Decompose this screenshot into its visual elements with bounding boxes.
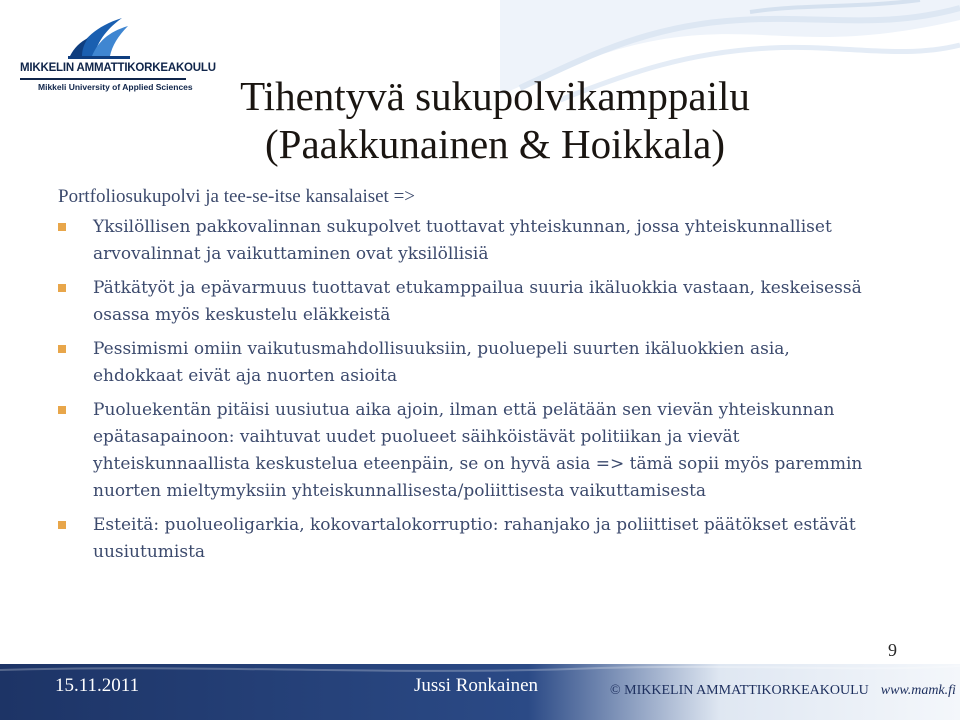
footer-organization — [610, 683, 956, 699]
intro-text: Portfoliosukupolvi ja tee-se-itse kansalaiset => — [58, 186, 416, 207]
logo-name: MIKKELIN AMMATTIKORKEAKOULU — [20, 62, 216, 74]
square-bullet-icon — [58, 406, 66, 414]
bullet-list — [58, 214, 878, 566]
page-number: 9 — [888, 640, 897, 660]
slide-title-line1: Tihentyvä sukupolvikamppailu — [240, 73, 750, 119]
footer-author: Jussi Ronkainen — [414, 675, 539, 696]
footer — [0, 664, 960, 720]
logo-wave-icon — [68, 14, 130, 60]
bullet-text: Pessimismi omiin vaikutusmahdollisuuksiin, puoluepeli suurten ikäluokkien asia, ehdokkaat eivät aja nuorten asioita — [93, 339, 790, 386]
square-bullet-icon — [58, 345, 66, 353]
bullet-text: Puoluekentän pitäisi uusiutua aika ajoin, ilman että pelätään sen vievän yhteiskunnan epätasapainoon: vaihtuvat uudet puolueet säihköistävät politiikan ja vievät yhteiskunnaallista keskustelua eteenpäin, se on hyvä asia => tämä sopii myös paremmin nuorten mieltymyksiin yhteiskunnallisesta/poliittisesta vaikuttamisesta — [93, 400, 863, 501]
bullet-item — [58, 275, 878, 329]
logo-subtitle: Mikkeli University of Applied Sciences — [38, 82, 193, 92]
slide-content — [58, 184, 878, 573]
bullet-item — [58, 397, 878, 505]
slide-title — [150, 72, 840, 168]
bullet-item — [58, 512, 878, 566]
bullet-item — [58, 214, 878, 268]
square-bullet-icon — [58, 284, 66, 292]
footer-org-name: © MIKKELIN AMMATTIKORKEAKOULU — [610, 683, 869, 698]
square-bullet-icon — [58, 521, 66, 529]
bullet-text: Esteitä: puolueoligarkia, kokovartalokorruptio: rahanjako ja poliittiset päätökset estävät uusiutumista — [93, 515, 856, 562]
footer-date: 15.11.2011 — [55, 675, 140, 696]
square-bullet-icon — [58, 223, 66, 231]
slide-title-line2: (Paakkunainen & Hoikkala) — [265, 121, 725, 167]
bullet-text: Pätkätyöt ja epävarmuus tuottavat etukamppailua suuria ikäluokkia vastaan, keskeisessä osassa myös keskustelu eläkkeistä — [93, 278, 862, 325]
bullet-item — [58, 336, 878, 390]
bullet-text: Yksilöllisen pakkovalinnan sukupolvet tuottavat yhteiskunnan, jossa yhteiskunnalliset arvovalinnat ja vaikuttaminen ovat yksilöllisiä — [93, 217, 832, 264]
footer-url-link[interactable]: www.mamk.fi — [880, 683, 956, 698]
